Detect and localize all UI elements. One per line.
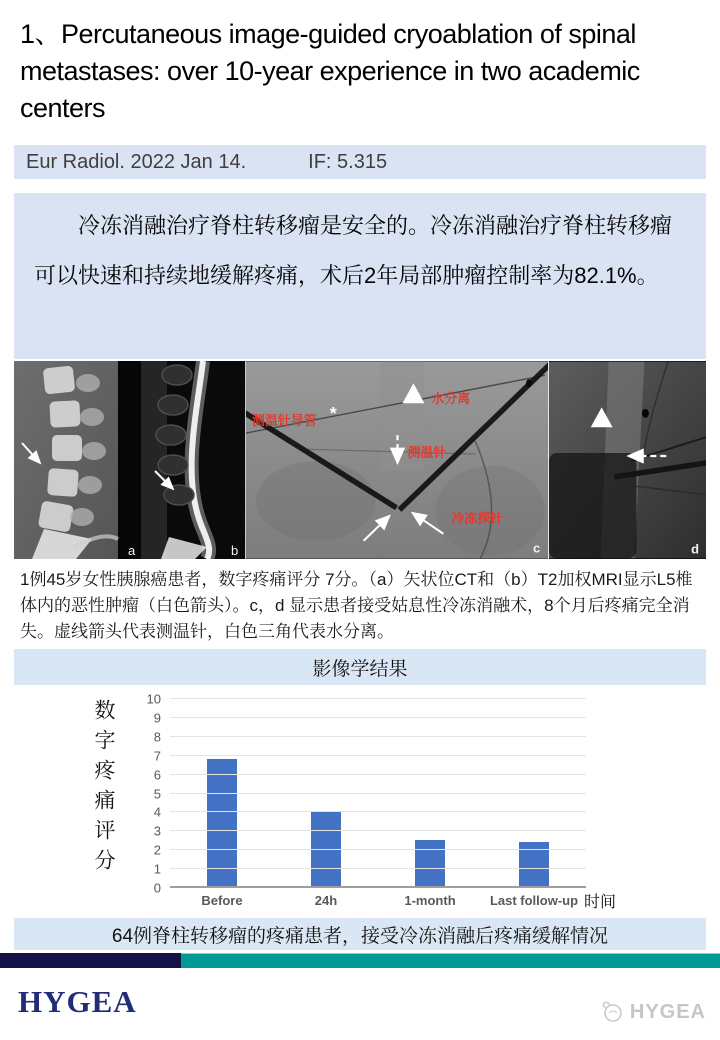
y-tick-label: 3 [153,823,161,839]
y-tick-label: 8 [153,729,161,745]
y-axis-title: 数字疼痛评分 [92,699,115,879]
journal-bar [14,145,706,179]
y-tick-label: 5 [153,786,161,801]
gridline [170,830,586,831]
x-category-label: Before [201,893,243,908]
x-category-label: 24h [314,893,338,908]
y-tick-label: 1 [153,861,161,877]
summary-text: 冷冻消融治疗脊柱转移瘤是安全的。冷冻消融治疗脊柱转移瘤可以快速和持续地缓解疼痛，术后2年局部肿瘤控制率为82.1%。 [34,213,673,288]
medical-figure-strip [14,361,706,559]
watermark-globe-icon [600,1000,624,1024]
bars-container [170,699,586,888]
figure-caption: 1例45岁女性胰腺癌患者，数字疼痛评分 7分。（a）矢状位CT和（b）T2加权MRI显示L5椎体内的恶性肿瘤（白色箭头）。c，d 显示患者接受姑息性冷冻消融术，8个月后疼痛完全消失。虚线箭头代表测温针，白色三角代表水分离。 [20,570,693,641]
gridline [170,717,586,718]
panel-label-c: c [533,540,541,556]
fluoro-panel-d [548,361,706,559]
bar-slot [482,699,586,888]
label-probe-guide: 测温针导管 [251,413,317,429]
divider-navy-segment [0,953,181,968]
gridline [170,793,586,794]
y-axis-ticks [140,691,170,896]
gridline [170,811,586,812]
label-hydrodissection: 水分离 [431,391,471,407]
panel-label-d: d [691,541,699,557]
bar-slot [378,699,482,888]
x-category-label: Last follow-up [489,893,579,908]
ct-panel-a [14,361,141,559]
panel-label-b: b [231,543,239,558]
impact-factor: IF: 5.315 [308,150,388,173]
fluoro-panel-c [245,361,548,559]
y-tick-label: 2 [153,842,161,858]
bar-slot [170,699,274,888]
label-cryoprobe: 冷冻探针 [451,510,504,526]
mri-panel-b [141,361,245,559]
x-axis-title: 时间 [583,894,616,911]
gridline [170,868,586,869]
chart-caption: 64例脊柱转移瘤的疼痛患者，接受冷冻消融后疼痛缓解情况 [14,918,706,950]
footer-divider [0,953,720,968]
watermark [600,1000,706,1024]
x-category-label: 1-month [404,893,456,908]
gridline [170,774,586,775]
y-tick-label: 6 [153,767,161,783]
y-tick-label: 4 [153,804,161,820]
y-tick-label: 7 [153,748,161,764]
brand-logo: HYGEA [18,984,137,1019]
bar-slot [274,699,378,888]
page-title: 1、Percutaneous image-guided cryoablation of spinal metastases: over 10-year experience in two academic centers [20,19,640,123]
gridline [170,736,586,737]
panel-label-a: a [128,543,136,558]
watermark-text: HYGEA [629,1000,706,1023]
y-tick-label: 0 [153,880,161,896]
divider-teal-segment [181,953,720,968]
y-tick-label: 10 [146,691,161,707]
plot-area [170,699,586,888]
section-header: 影像学结果 [14,649,706,685]
gridline [170,755,586,756]
x-axis-labels [170,888,616,911]
journal-citation: Eur Radiol. 2022 Jan 14. [26,150,247,173]
pain-score-chart [88,691,720,911]
y-tick-label: 9 [153,710,161,726]
label-thermocouple: 测温针 [407,445,447,461]
gridline [170,698,586,699]
gridline [170,849,586,850]
bar-1-month [415,840,445,888]
summary-box [14,193,706,359]
asterisk-mark: * [329,403,337,424]
